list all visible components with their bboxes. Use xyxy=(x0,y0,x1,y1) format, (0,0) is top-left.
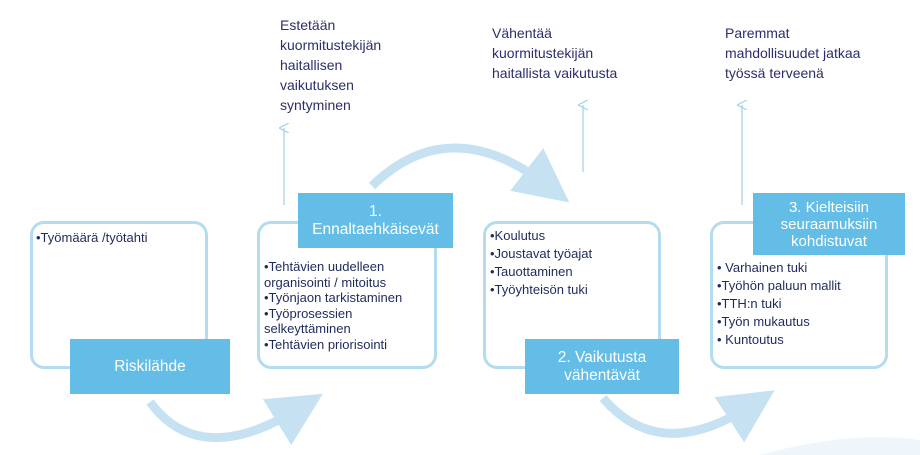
list-item: •Tauottaminen xyxy=(490,264,573,279)
list-item: •Työn mukautus xyxy=(717,314,810,329)
stage-label-risk-source: Riskilähde xyxy=(70,339,230,394)
list-item: • Varhainen tuki xyxy=(717,260,808,275)
background-swoosh xyxy=(760,437,920,455)
stage-list-preventive xyxy=(264,259,432,352)
list-item: •Koulutus xyxy=(490,228,546,243)
outcome-text-mitigating: Vähentää kuormitustekijän haitallista vaikutusta xyxy=(492,25,618,81)
list-item: •Tehtävien uudelleen organisointi / mitoitus xyxy=(264,259,387,290)
flow-arrow-2 xyxy=(372,148,548,186)
stage-label-consequences: 3. Kielteisiin seuraamuksiin kohdistuvat xyxy=(753,193,905,255)
stage-label-mitigating: 2. Vaikutusta vähentävät xyxy=(525,339,679,394)
list-item: •Joustavat työajat xyxy=(490,246,593,261)
stage-list-mitigating xyxy=(490,228,655,300)
list-item: •TTH:n tuki xyxy=(717,296,782,311)
stage-list-consequences xyxy=(717,260,882,350)
list-item: •Työnjaon tarkistaminen xyxy=(264,290,403,305)
list-item: •Työprosessien selkeyttäminen xyxy=(264,305,353,336)
list-item: •Työyhteisön tuki xyxy=(490,282,588,297)
outcome-text-consequences: Paremmat mahdollisuudet jatkaa työssä terveenä xyxy=(725,25,861,81)
flow-arrow-3 xyxy=(603,398,752,433)
stage-label-preventive: 1. Ennaltaehkäisevät xyxy=(298,193,453,248)
list-item: • Kuntoutus xyxy=(717,332,784,347)
outcome-text-preventive: Estetään kuormitustekijän haitallisen vaikutuksen syntyminen xyxy=(280,17,382,113)
list-item: •Tehtävien priorisointi xyxy=(264,336,388,352)
list-item: •Työmäärä /työtahti xyxy=(36,230,148,245)
list-item: •Työhön paluun mallit xyxy=(717,278,841,293)
flow-arrow-1 xyxy=(150,402,300,438)
stage-list-risk-source xyxy=(36,230,201,248)
